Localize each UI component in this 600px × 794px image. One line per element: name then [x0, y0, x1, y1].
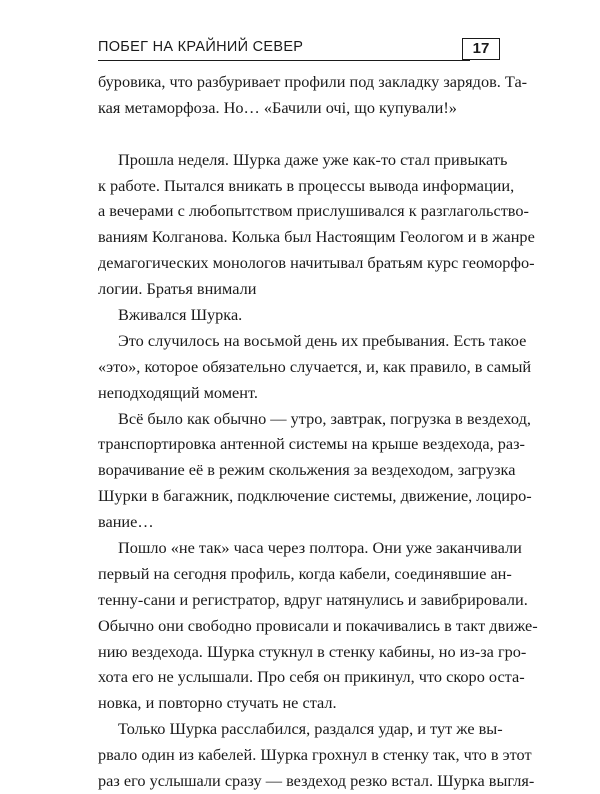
text-line: новка, и повторно стучать не стал. — [98, 693, 337, 713]
text-line: демагогических монологов начитывал братьям курс геоморфо- — [98, 253, 535, 273]
text-line: Обычно они свободно провисали и покачивались в такт движе- — [98, 615, 538, 635]
text-line: Только Шурка расслабился, раздался удар, и тут же вы- — [118, 719, 503, 739]
text-line: кая метаморфоза. Но… «Бачили очі, що купували!» — [98, 97, 457, 117]
body-text — [98, 69, 538, 794]
text-line: неподходящий момент. — [98, 382, 258, 402]
text-line: нию вездехода. Шурка стукнул в стенку кабины, но из-за гро- — [98, 641, 527, 661]
page-number: 17 — [462, 38, 500, 60]
text-line: Это случилось на восьмой день их пребывания. Есть такое — [118, 330, 527, 350]
text-line: логии. Братья внимали — [98, 279, 257, 299]
text-line: Вживался Шурка. — [118, 305, 243, 325]
header-rule — [98, 60, 470, 61]
text-line: к работе. Пытался вникать в процессы вывода информации, — [98, 175, 515, 195]
text-line: «это», которое обязательно случается, и, как правило, в самый — [98, 356, 532, 376]
running-header — [98, 38, 502, 62]
text-line: тенну-сани и регистратор, вдруг натянулись и завибрировали. — [98, 589, 528, 609]
text-line: Шурки в багажник, подключение системы, движение, лоциро- — [98, 486, 532, 506]
text-line: первый на сегодня профиль, когда кабели, соединявшие ан- — [98, 563, 512, 583]
text-line: транспортировка антенной системы на крыше вездехода, раз- — [98, 434, 525, 454]
text-line: вание… — [98, 512, 154, 532]
running-title: ПОБЕГ НА КРАЙНИЙ СЕВЕР — [98, 39, 304, 55]
text-line: хота его не услышали. Про себя он прикинул, что скоро оста- — [98, 667, 525, 687]
text-line: раз его услышали сразу — вездеход резко встал. Шурка выгля- — [98, 771, 535, 791]
text-line: а вечерами с любопытством прислушивался к разглагольство- — [98, 201, 529, 221]
text-line: ваниям Колганова. Колька был Настоящим Геологом и в жанре — [98, 227, 535, 247]
text-line: рвало один из кабелей. Шурка грохнул в стенку так, что в этот — [98, 745, 532, 765]
text-line: Прошла неделя. Шурка даже уже как-то стал привыкать — [118, 149, 508, 169]
section-break — [98, 121, 502, 147]
text-line: буровика, что разбуривает профили под закладку зарядов. Та- — [98, 72, 528, 91]
text-line: Всё было как обычно — утро, завтрак, погрузка в вездеход, — [118, 408, 531, 428]
text-line: ворачивание её в режим скольжения за вездеходом, загрузка — [98, 460, 516, 480]
text-line: Пошло «не так» часа через полтора. Они уже заканчивали — [118, 538, 522, 558]
